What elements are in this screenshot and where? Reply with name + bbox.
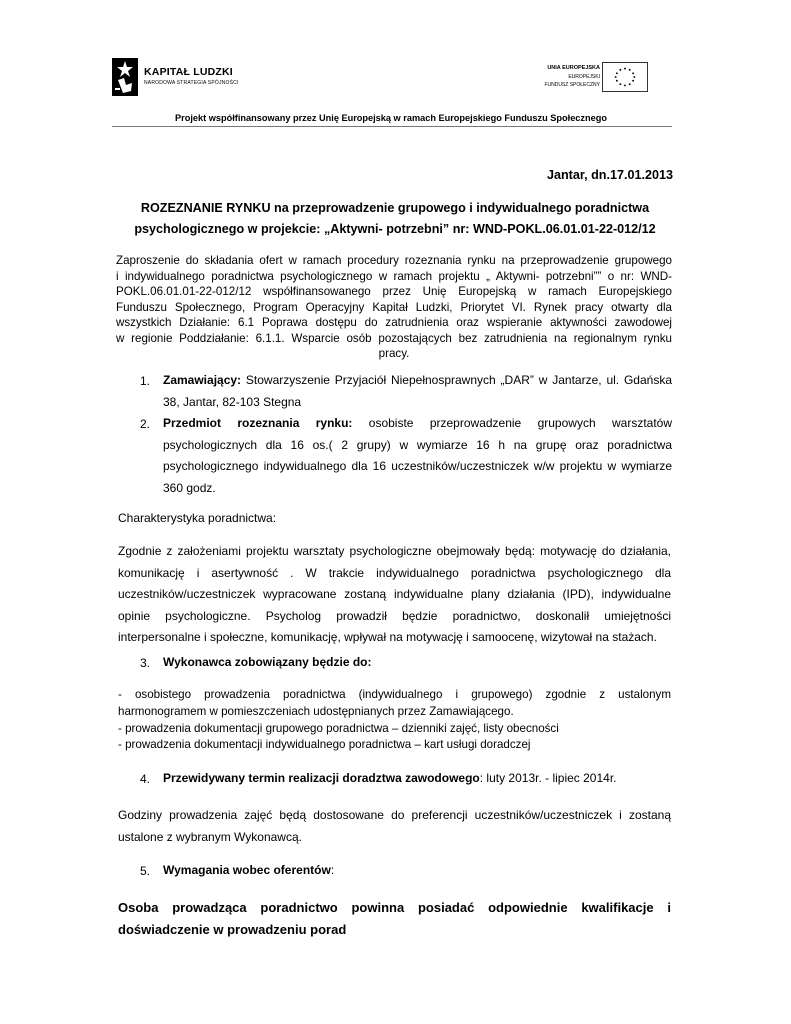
char-line: Zgodnie z założeniami projektu warsztaty psychologiczne obejmowały będą: motywację do działania, xyxy=(118,544,671,558)
item-3-number: 3. xyxy=(140,656,151,670)
item-2-text-line: 360 godz. xyxy=(163,480,216,495)
kapital-ludzki-logo xyxy=(112,58,272,98)
duty-line: harmonogramem w pomieszczeniach udostępnianych przez Zamawiającego. xyxy=(118,704,514,718)
item-1-text: Stowarzyszenie Przyjaciół Niepełnosprawnych „DAR” w Jantarze, ul. Gdańska xyxy=(241,373,672,387)
duties-list xyxy=(118,687,671,754)
item-2-text-line: psychologicznych dla 16 os.( 2 grupy) w wymiarze 16 h na grupę oraz poradnictwa xyxy=(163,437,672,452)
logo-left-name: KAPITAŁ LUDZKI xyxy=(144,66,233,78)
item-5 xyxy=(163,860,672,882)
item-5-number: 5. xyxy=(140,864,151,878)
header-divider xyxy=(112,126,672,127)
eu-logo-line2: EUROPEJSKI xyxy=(568,74,600,80)
eu-flag-icon xyxy=(602,62,648,92)
characteristics-heading: Charakterystyka poradnictwa: xyxy=(118,511,277,525)
intro-line: POKL.06.01.01-22-012/12 współfinansowanego przez Unię Europejską w ramach Europejskiego xyxy=(116,285,672,298)
item-4 xyxy=(163,768,672,790)
item-4-number: 4. xyxy=(140,772,151,786)
item-1 xyxy=(163,370,672,413)
requirements-line: Osoba prowadząca poradnictwo powinna posiadać odpowiednie kwalifikacje i xyxy=(118,900,671,915)
requirements-line: doświadczenie w prowadzeniu porad xyxy=(118,921,347,937)
logo-left-subtitle: NARODOWA STRATEGIA SPÓJNOŚCI xyxy=(144,80,239,86)
item-2-label: Przedmiot rozeznania rynku: xyxy=(163,416,353,430)
document-title xyxy=(112,198,678,240)
item-2-number: 2. xyxy=(140,417,151,431)
item-2-text: osobiste przeprowadzenie grupowych warsztatów xyxy=(352,416,672,430)
item-4-text: : luty 2013r. - lipiec 2014r. xyxy=(479,771,617,785)
duty-line: - osobistego prowadzenia poradnictwa (indywidualnego i grupowego) zgodnie z ustalonym xyxy=(118,688,671,701)
eu-logo xyxy=(540,62,650,94)
document-date: Jantar, dn.17.01.2013 xyxy=(546,168,673,182)
intro-line: pracy. xyxy=(378,347,410,360)
item-1-number: 1. xyxy=(140,374,151,388)
eu-logo-line3: FUNDUSZ SPOŁECZNY xyxy=(544,82,600,88)
item-5-label: Wymagania wobec oferentów xyxy=(163,863,331,877)
intro-paragraph xyxy=(116,253,672,362)
hours-line: ustalone z wybranym Wykonawcą. xyxy=(118,829,302,844)
intro-line: w regionie Poddziałanie: 6.1.1. Wsparcie osób pozostających bez zatrudnienia na regionalnym rynku xyxy=(116,331,672,345)
item-1-label: Zamawiający: xyxy=(163,373,242,387)
eu-logo-line1: UNIA EUROPEJSKA xyxy=(547,65,600,71)
title-line-1: ROZEZNANIE RYNKU na przeprowadzenie grupowego i indywidualnego poradnictwa xyxy=(140,201,650,215)
char-line: uczestników/uczestniczek wypracowane zostaną indywidualne plany działania (IPD), indywidualne xyxy=(118,587,671,601)
char-line: komunikację i asertywność . W trakcie indywidualnego poradnictwa psychologicznego dla xyxy=(118,565,671,580)
item-1-text-line2: 38, Jantar, 82-103 Stegna xyxy=(163,394,302,409)
kapital-ludzki-emblem-icon xyxy=(112,58,138,96)
item-2-text-line: psychologicznego indywidualnego dla 16 uczestników/uczestniczek w/w projektu w wymiarze xyxy=(163,459,672,473)
duty-line: - prowadzenia dokumentacji indywidualnego poradnictwa – kart usługi doradczej xyxy=(118,738,531,752)
item-4-label: Przewidywany termin realizacji doradztwa zawodowego xyxy=(163,771,480,785)
characteristics-paragraph xyxy=(118,541,671,649)
project-cofinancing-line: Projekt współfinansowany przez Unię Europejską w ramach Europejskiego Funduszu Społecznego xyxy=(175,113,607,123)
hours-paragraph xyxy=(118,805,671,848)
intro-line: i indywidualnego poradnictwa psychologicznego w ramach projektu „ Aktywni- potrzebni”” o nr: WND- xyxy=(116,269,672,283)
item-2 xyxy=(163,413,672,499)
title-line-2: psychologicznego w projekcie: „Aktywni- potrzebni” nr: WND-POKL.06.01.01-22-012/12 xyxy=(134,222,656,236)
intro-line: Zaproszenie do składania ofert w ramach procedury rozeznania rynku na przeprowadzenie grupowego xyxy=(116,254,672,267)
requirements-paragraph xyxy=(118,897,671,940)
item-5-text: : xyxy=(330,863,335,877)
char-line: interpersonalne i społeczne, komunikację, wpływał na motywację i samoocenę, wizytował na stażach. xyxy=(118,630,657,644)
hours-line: Godziny prowadzenia zajęć będą dostosowane do preferencji uczestników/uczestniczek i zostaną xyxy=(118,808,671,822)
char-line: opinie psychologiczne. Psycholog prowadził będzie poradnictwo, doskonalił umiejętności xyxy=(118,608,671,623)
intro-line: wszystkich Działanie: 6.1 Poprawa dostępu do zatrudnienia oraz wspieranie aktywności zawodowej xyxy=(116,316,672,329)
item-3-label: Wykonawca zobowiązany będzie do: xyxy=(163,655,372,669)
intro-line: Funduszu Społecznego, Program Operacyjny Kapitał Ludzki, Priorytet VI. Rynek pracy otwarty dla xyxy=(116,300,672,314)
duty-line: - prowadzenia dokumentacji grupowego poradnictwa – dzienniki zajęć, listy obecności xyxy=(118,721,559,735)
